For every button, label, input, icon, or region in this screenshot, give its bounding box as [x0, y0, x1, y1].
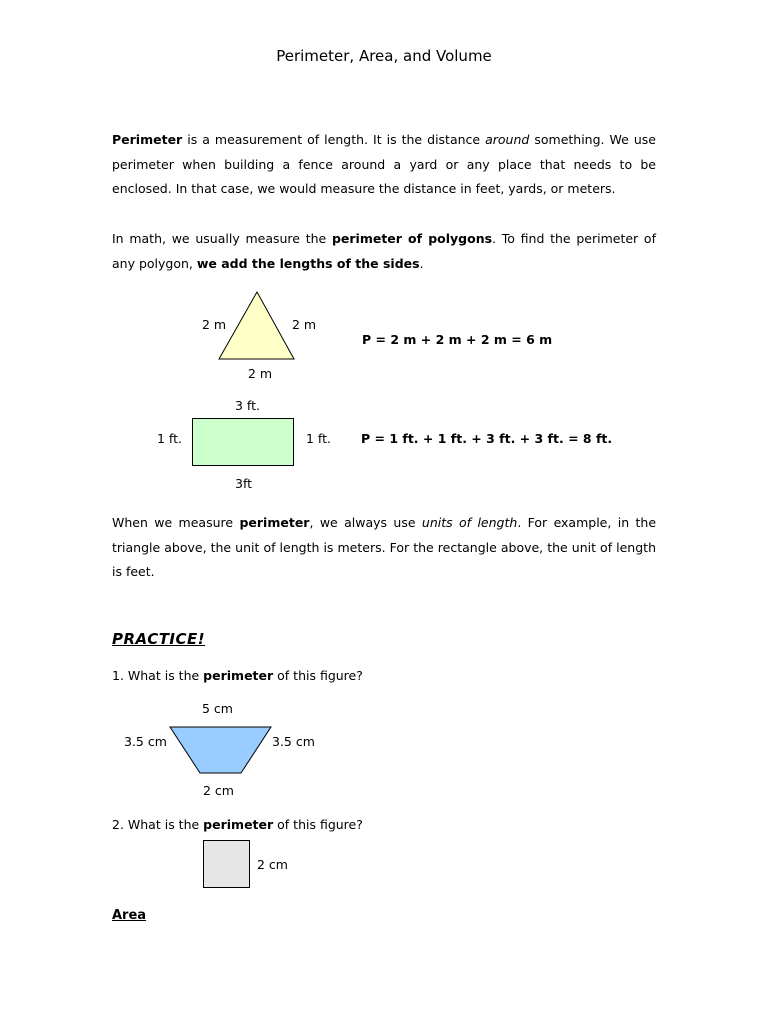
around-emphasis: around	[485, 132, 530, 147]
units-of-length-paragraph	[112, 511, 656, 585]
trapezoid-left-label: 3.5 cm	[124, 734, 167, 749]
triangle-shape	[219, 292, 294, 359]
polygon-perimeter-paragraph	[112, 227, 656, 276]
trapezoid-right-label: 3.5 cm	[272, 734, 315, 749]
page-title: Perimeter, Area, and Volume	[276, 47, 492, 65]
trapezoid-top-label: 5 cm	[202, 701, 233, 716]
triangle-equation: P = 2 m + 2 m + 2 m = 6 m	[362, 332, 553, 347]
rectangle-left-label: 1 ft.	[157, 431, 182, 446]
rectangle-equation: P = 1 ft. + 1 ft. + 3 ft. + 3 ft. = 8 ft.	[361, 431, 613, 446]
q1-text-post: of this figure?	[273, 668, 363, 683]
definition-text-1: is a measurement of length. It is the distance	[182, 132, 486, 147]
triangle-right-label: 2 m	[292, 317, 317, 332]
perimeter-definition-paragraph	[112, 128, 656, 202]
add-lengths-bold: we add the lengths of the sides	[196, 255, 420, 271]
rectangle-shape	[192, 418, 294, 466]
trapezoid-shape	[170, 727, 271, 773]
units-perimeter-bold: perimeter	[239, 515, 310, 530]
area-heading: Area	[112, 908, 147, 923]
units-text-2: , we always use	[309, 515, 422, 530]
triangle-left-label: 2 m	[202, 317, 227, 332]
units-text-1: When we measure	[112, 515, 240, 530]
square-side-label: 2 cm	[257, 857, 288, 872]
units-text-3: . For example, in the triangle above, the unit of length is meters. For the rectangle above, the unit of length is feet.	[112, 515, 657, 579]
rectangle-bottom-label: 3ft	[235, 476, 253, 491]
perimeter-of-polygons-bold: perimeter of polygons	[331, 231, 493, 246]
q2-text-post: of this figure?	[273, 817, 363, 832]
triangle-bottom-label: 2 m	[248, 366, 273, 381]
definition-text-2: something. We use perimeter when building a fence around a yard or any place that needs to be enclosed. In that case, we would measure the distance in feet, yards, or meters.	[112, 132, 656, 196]
math-text-1: In math, we usually measure the	[112, 231, 332, 246]
units-of-length-emphasis: units of length	[421, 515, 518, 530]
question-1	[112, 668, 363, 683]
q2-text-pre: 2. What is the	[112, 817, 204, 832]
q2-perimeter-bold: perimeter	[203, 817, 274, 832]
trapezoid-bottom-label: 2 cm	[203, 783, 234, 798]
question-2	[112, 817, 363, 832]
math-text-2: . To find the perimeter of any polygon,	[112, 231, 656, 271]
square-shape	[203, 840, 250, 888]
q1-text-pre: 1. What is the	[112, 668, 204, 683]
q1-perimeter-bold: perimeter	[203, 668, 274, 683]
trapezoid-figure	[0, 0, 1, 1]
rectangle-right-label: 1 ft.	[306, 431, 331, 446]
practice-heading: PRACTICE!	[112, 630, 206, 648]
math-text-3: .	[419, 255, 424, 271]
perimeter-term: Perimeter	[112, 132, 183, 147]
rectangle-top-label: 3 ft.	[235, 398, 260, 413]
